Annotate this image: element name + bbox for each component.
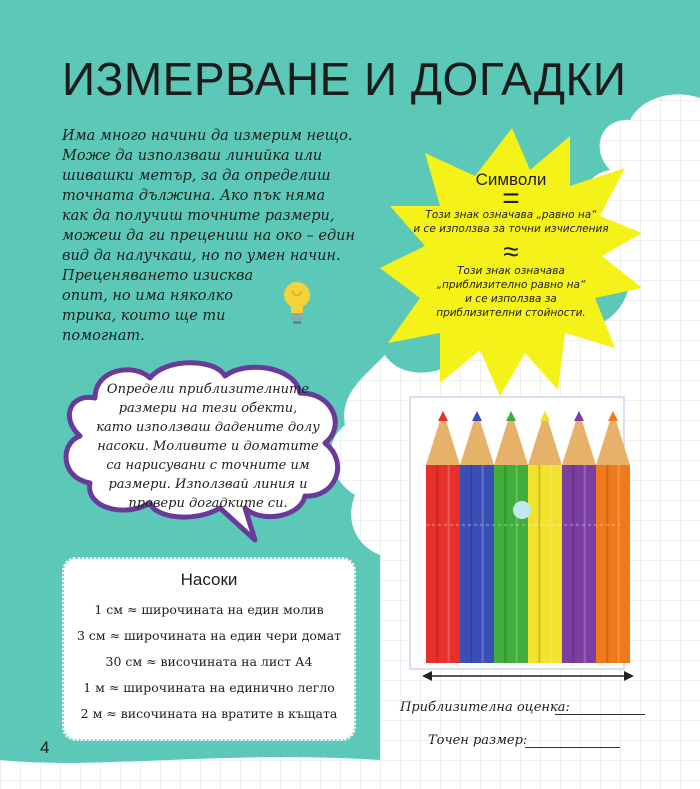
cloud-line: насоки. Моливите и доматите (97, 439, 319, 454)
hint-line: 1 см ≈ широчината на един молив (94, 602, 324, 617)
intro-line: шивашки метър, за да определиш (62, 168, 331, 184)
pencil-body (460, 465, 494, 663)
intro-line: как да получиш точните размери, (62, 208, 335, 224)
cloud-line: размери на тези обекти, (118, 401, 298, 416)
intro-line: трика, които ще ти (62, 308, 226, 324)
pencil-body (562, 465, 596, 663)
intro-line: можеш да ги прецениш на око – един (62, 228, 356, 244)
exact-label: Точен размер: (428, 733, 528, 748)
hints-title: Насоки (180, 570, 238, 589)
intro-line: вид да налучкаш, но по умен начин. (62, 248, 341, 264)
instructions-cloud-text (88, 380, 328, 513)
pencil-body (494, 465, 528, 663)
estimate-input-line[interactable] (555, 714, 645, 715)
intro-line: помогнат. (62, 328, 145, 344)
hint-line: 2 м ≈ височината на вратите в къщата (80, 706, 338, 721)
page-number: 4 (40, 738, 50, 757)
intro-line: опит, но има няколко (62, 288, 234, 304)
pencil-body (596, 465, 630, 663)
pencil-body (426, 465, 460, 663)
intro-line: Преценяването изисква (62, 268, 254, 284)
cloud-line: размери. Използвай линия и (108, 477, 308, 492)
equal-sign: = (502, 182, 520, 215)
measure-arrow-right (624, 671, 634, 681)
approx-note: и се използва за (465, 293, 557, 305)
symbols-box (404, 170, 618, 320)
symbols-title: Символи (475, 170, 547, 189)
approx-note: приблизителни стойности. (436, 307, 586, 319)
estimate-label: Приблизителна оценка: (400, 700, 570, 715)
intro-line: точната дължина. Ако пък няма (62, 188, 326, 204)
pencils-illustration (406, 395, 636, 685)
measure-arrow-left (422, 671, 432, 681)
cloud-line: провери догадките си. (128, 496, 288, 511)
cloud-line: са нарисувани с точните им (106, 458, 310, 473)
approx-note: Този знак означава (457, 265, 565, 277)
hint-line: 3 см ≈ широчината на един чери домат (76, 628, 342, 643)
approx-sign: ≈ (503, 236, 519, 267)
cloud-line: като използваш дадените долу (96, 420, 320, 435)
intro-line: Може да използваш линийка или (62, 148, 323, 164)
hint-line: 30 см ≈ височината на лист А4 (105, 654, 313, 669)
page-title: ИЗМЕРВАНЕ И ДОГАДКИ (62, 53, 627, 105)
grid-bottom-strip (0, 757, 380, 789)
hole-marker (513, 501, 531, 519)
hint-line: 1 м ≈ широчината на единично легло (83, 680, 335, 695)
intro-line: Има много начини да измерим нещо. (62, 128, 353, 144)
exact-input-line[interactable] (525, 747, 620, 748)
cloud-line: Определи приблизителните (106, 382, 310, 397)
equal-note: Този знак означава „равно на“ (425, 209, 597, 221)
approx-note: „приблизително равно на“ (436, 279, 586, 291)
equal-note: и се използва за точни изчисления (413, 223, 609, 235)
pencil-body (528, 465, 562, 663)
intro-text (62, 126, 392, 346)
lightbulb-icon (280, 278, 314, 328)
